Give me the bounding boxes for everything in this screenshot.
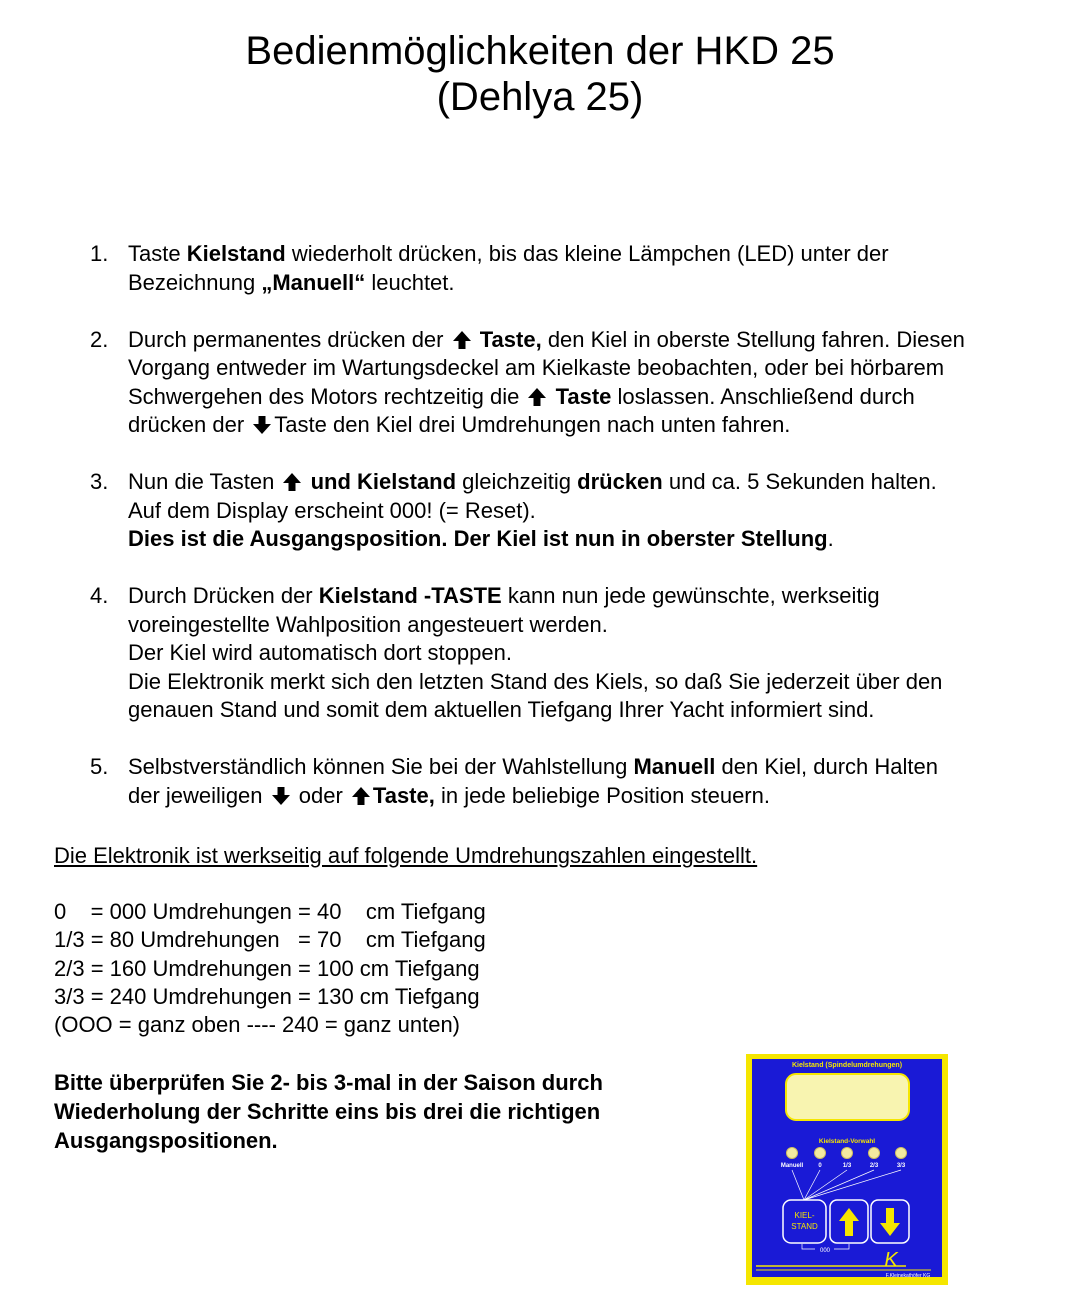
- settings-row: 0 = 000 Umdrehungen = 40 cm Tiefgang: [54, 899, 486, 924]
- led-label: 3/3: [896, 1163, 906, 1169]
- panel-preset-label: Kielstand-Vorwahl: [818, 1138, 876, 1145]
- step-number: 3.: [90, 469, 109, 494]
- step-number: 5.: [90, 754, 109, 779]
- settings-note: Die Elektronik ist werkseitig auf folgende Umdrehungszahlen eingestellt.: [54, 843, 758, 868]
- step-number: 4.: [90, 583, 109, 608]
- led-manuell: [787, 1148, 798, 1159]
- kielstand-term: Kielstand: [186, 241, 286, 266]
- settings-row: (OOO = ganz oben ---- 240 = ganz unten): [54, 1012, 461, 1038]
- led-label: 0: [818, 1163, 822, 1169]
- down-arrow-icon: [271, 786, 291, 806]
- led-label: 2/3: [869, 1163, 879, 1169]
- closing-instruction: Bitte überprüfen Sie 2- bis 3-mal in der Saison durch Wiederholung der Schritte eins bis drei die richtigen Ausgangspositionen.: [54, 1070, 603, 1153]
- company-name: F.Kleinekathöfer KG: [885, 1273, 931, 1279]
- settings-row: 3/3 = 240 Umdrehungen = 130 cm Tiefgang: [54, 983, 480, 1009]
- settings-row: 2/3 = 160 Umdrehungen = 100 cm Tiefgang: [54, 955, 480, 981]
- manuell-term: „Manuell“: [261, 269, 366, 295]
- step-5: 5. Selbstverständlich können Sie bei der Wahlstellung Manuell den Kiel, durch Halten der jeweiligen oder Taste, in jede beliebige Position steuern.: [90, 754, 938, 808]
- step-number: 2.: [90, 326, 109, 352]
- led-label: Manuell: [780, 1163, 804, 1169]
- led-label: 1/3: [842, 1163, 852, 1169]
- control-panel-image: [746, 1054, 948, 1285]
- led-2-3: [869, 1148, 880, 1159]
- svg-text:KIEL-: KIEL-: [794, 1211, 815, 1220]
- up-arrow-icon: [527, 387, 547, 407]
- step-number: 1.: [90, 241, 109, 266]
- step-1: 1. Taste Kielstand wiederholt drücken, bis das kleine Lämpchen (LED) unter der Bezeichnung „Manuell“ leuchtet.: [90, 241, 889, 295]
- svg-text:STAND: STAND: [791, 1222, 818, 1231]
- settings-row: 1/3 = 80 Umdrehungen = 70 cm Tiefgang: [54, 927, 486, 953]
- company-logo: K: [884, 1249, 898, 1271]
- step-4: 4. Durch Drücken der Kielstand -TASTE kann nun jede gewünschte, werkseitig voreingestellte Wahlposition angesteuert werden. Der Kiel wird automatisch dort stoppen. Die Elektronik merkt sich den letzten Stand des Kiels, so daß Sie jederzeit über den genauen Stand und somit dem aktuellen Tiefgang Ihrer Yacht informiert sind.: [90, 583, 943, 722]
- title-line-1: Bedienmöglichkeiten der HKD 25: [245, 29, 835, 73]
- led-3-3: [896, 1148, 907, 1159]
- panel-display: [786, 1074, 909, 1120]
- panel-header: Kielstand (Spindelumdrehungen): [791, 1062, 903, 1069]
- reset-label: 000: [819, 1248, 831, 1254]
- down-arrow-icon: [252, 415, 272, 435]
- led-1-3: [842, 1148, 853, 1159]
- up-arrow-icon: [282, 472, 302, 492]
- step-3: 3. Nun die Tasten und Kielstand gleichzeitig drücken und ca. 5 Sekunden halten. Auf dem Display erscheint 000! (= Reset). Dies ist die Ausgangsposition. Der Kiel ist nun in oberster Stellung.: [90, 469, 937, 551]
- page-title: [0, 28, 1080, 120]
- step-2: 2. Durch permanentes drücken der Taste, den Kiel in oberste Stellung fahren. Diesen Vorgang entweder im Wartungsdeckel am Kielkaste beobachten, oder bei hörbarem Schwergehen des Motors rechtzeitig die Taste loslassen. Anschließend durch drücken der Taste den Kiel drei Umdrehungen nach unten fahren.: [90, 326, 965, 437]
- up-arrow-icon: [452, 330, 472, 350]
- instruction-list: [90, 240, 1070, 839]
- led-0: [815, 1148, 826, 1159]
- up-arrow-icon: [351, 786, 371, 806]
- title-line-2: (Dehlya 25): [436, 75, 644, 119]
- settings-table: [54, 898, 486, 1039]
